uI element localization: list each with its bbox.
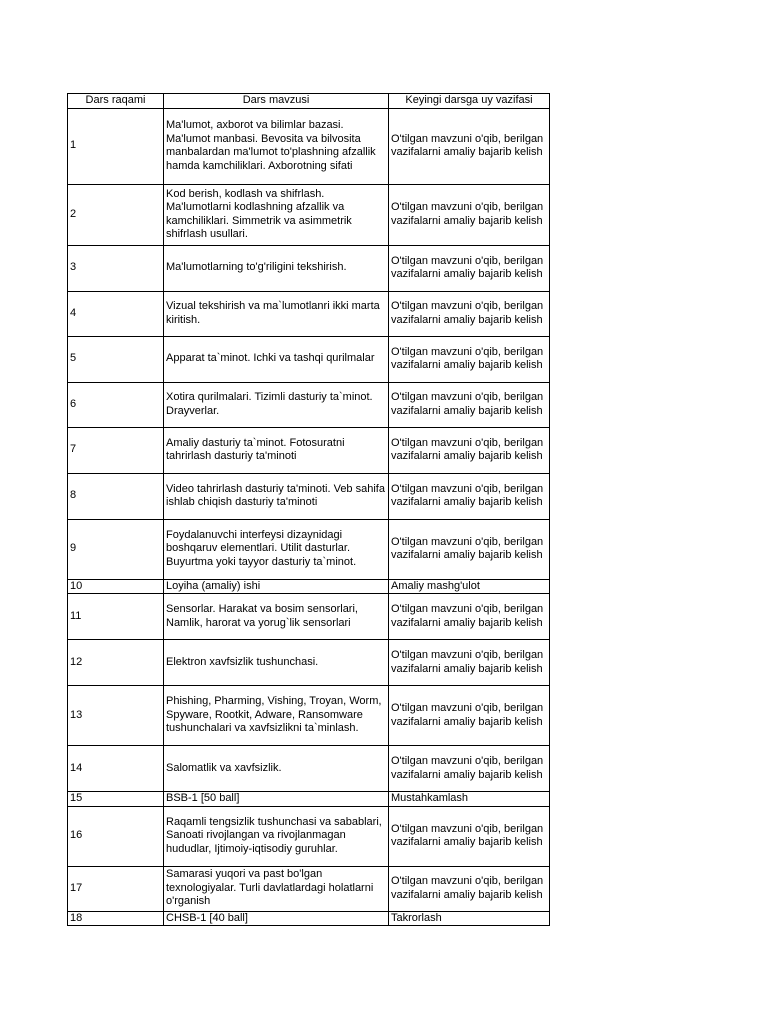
lesson-number: 9 <box>68 519 164 579</box>
lesson-number: 13 <box>68 686 164 746</box>
lesson-topic: CHSB-1 [40 ball] <box>164 911 389 926</box>
lesson-number: 6 <box>68 382 164 427</box>
table-row <box>68 473 550 519</box>
lesson-number: 16 <box>68 806 164 866</box>
lesson-number: 18 <box>68 911 164 926</box>
lesson-topic: Sensorlar. Harakat va bosim sensorlari, Namlik, harorat va yorug`lik sensorlari <box>164 594 389 640</box>
lesson-number: 2 <box>68 184 164 245</box>
table-row <box>68 579 550 594</box>
lesson-homework: O'tilgan mavzuni o'qib, berilgan vazifalarni amaliy bajarib kelish <box>389 746 550 792</box>
lesson-number: 7 <box>68 427 164 473</box>
table-row <box>68 108 550 184</box>
lesson-number: 3 <box>68 245 164 291</box>
table-row <box>68 245 550 291</box>
table-header-row <box>68 94 550 109</box>
table-row <box>68 686 550 746</box>
lesson-topic: Loyiha (amaliy) ishi <box>164 579 389 594</box>
lesson-topic: Raqamli tengsizlik tushunchasi va sabablari, Sanoati rivojlangan va rivojlanmagan hududlar, Ijtimoiy-iqtisodiy guruhlar. <box>164 806 389 866</box>
lesson-homework: O'tilgan mavzuni o'qib, berilgan vazifalarni amaliy bajarib kelish <box>389 336 550 382</box>
lesson-number: 10 <box>68 579 164 594</box>
lesson-homework: O'tilgan mavzuni o'qib, berilgan vazifalarni amaliy bajarib kelish <box>389 427 550 473</box>
header-lesson-number: Dars raqami <box>68 94 164 109</box>
lesson-topic: Video tahrirlash dasturiy ta'minoti. Veb sahifa ishlab chiqish dasturiy ta'minoti <box>164 473 389 519</box>
lesson-homework: O'tilgan mavzuni o'qib, berilgan vazifalarni amaliy bajarib kelish <box>389 519 550 579</box>
lesson-topic: Amaliy dasturiy ta`minot. Fotosuratni tahrirlash dasturiy ta'minoti <box>164 427 389 473</box>
lesson-homework: O'tilgan mavzuni o'qib, berilgan vazifalarni amaliy bajarib kelish <box>389 291 550 336</box>
lesson-number: 8 <box>68 473 164 519</box>
lesson-homework: O'tilgan mavzuni o'qib, berilgan vazifalarni amaliy bajarib kelish <box>389 245 550 291</box>
table-row <box>68 746 550 792</box>
lesson-homework: O'tilgan mavzuni o'qib, berilgan vazifalarni amaliy bajarib kelish <box>389 686 550 746</box>
lesson-topic: Apparat ta`minot. Ichki va tashqi qurilmalar <box>164 336 389 382</box>
lesson-number: 5 <box>68 336 164 382</box>
table-row <box>68 291 550 336</box>
header-lesson-topic: Dars mavzusi <box>164 94 389 109</box>
table-row <box>68 792 550 807</box>
lesson-homework: O'tilgan mavzuni o'qib, berilgan vazifalarni amaliy bajarib kelish <box>389 473 550 519</box>
table-row <box>68 382 550 427</box>
lesson-number: 11 <box>68 594 164 640</box>
header-homework: Keyingi darsga uy vazifasi <box>389 94 550 109</box>
lesson-topic: Phishing, Pharming, Vishing, Troyan, Worm, Spyware, Rootkit, Adware, Ransomware tushunchalari va xavfsizlikni ta`minlash. <box>164 686 389 746</box>
lesson-topic: Ma'lumotlarning to'g'riligini tekshirish. <box>164 245 389 291</box>
lesson-topic: Elektron xavfsizlik tushunchasi. <box>164 640 389 686</box>
lesson-number: 4 <box>68 291 164 336</box>
lesson-plan-table <box>67 93 550 926</box>
table-row <box>68 806 550 866</box>
table-row <box>68 911 550 926</box>
lesson-homework: Takrorlash <box>389 911 550 926</box>
table-row <box>68 640 550 686</box>
lesson-number: 12 <box>68 640 164 686</box>
lesson-homework: O'tilgan mavzuni o'qib, berilgan vazifalarni amaliy bajarib kelish <box>389 594 550 640</box>
lesson-topic: Xotira qurilmalari. Tizimli dasturiy ta`minot. Drayverlar. <box>164 382 389 427</box>
lesson-homework: O'tilgan mavzuni o'qib, berilgan vazifalarni amaliy bajarib kelish <box>389 866 550 911</box>
table-row <box>68 866 550 911</box>
lesson-number: 17 <box>68 866 164 911</box>
lesson-homework: O'tilgan mavzuni o'qib, berilgan vazifalarni amaliy bajarib kelish <box>389 108 550 184</box>
lesson-topic: Vizual tekshirish va ma`lumotlanri ikki marta kiritish. <box>164 291 389 336</box>
lesson-topic: Salomatlik va xavfsizlik. <box>164 746 389 792</box>
table-row <box>68 519 550 579</box>
lesson-number: 14 <box>68 746 164 792</box>
lesson-homework: Amaliy mashg'ulot <box>389 579 550 594</box>
lesson-topic: Ma'lumot, axborot va bilimlar bazasi. Ma'lumot manbasi. Bevosita va bilvosita manbalardan ma'lumot to'plashning afzallik hamda kamchiliklari. Axborotning sifati <box>164 108 389 184</box>
lesson-homework: O'tilgan mavzuni o'qib, berilgan vazifalarni amaliy bajarib kelish <box>389 640 550 686</box>
lesson-homework: O'tilgan mavzuni o'qib, berilgan vazifalarni amaliy bajarib kelish <box>389 382 550 427</box>
lesson-topic: Foydalanuvchi interfeysi dizaynidagi boshqaruv elementlari. Utilit dasturlar. Buyurtma yoki tayyor dasturiy ta`minot. <box>164 519 389 579</box>
lesson-homework: Mustahkamlash <box>389 792 550 807</box>
lesson-number: 1 <box>68 108 164 184</box>
table-row <box>68 184 550 245</box>
lesson-topic: BSB-1 [50 ball] <box>164 792 389 807</box>
table-row <box>68 594 550 640</box>
lesson-topic: Kod berish, kodlash va shifrlash. Ma'lumotlarni kodlashning afzallik va kamchiliklari. Simmetrik va asimmetrik shifrlash usullari. <box>164 184 389 245</box>
lesson-homework: O'tilgan mavzuni o'qib, berilgan vazifalarni amaliy bajarib kelish <box>389 806 550 866</box>
table-row <box>68 427 550 473</box>
lesson-topic: Samarasi yuqori va past bo'lgan texnologiyalar. Turli davlatlardagi holatlarni o'rganish <box>164 866 389 911</box>
table-row <box>68 336 550 382</box>
lesson-homework: O'tilgan mavzuni o'qib, berilgan vazifalarni amaliy bajarib kelish <box>389 184 550 245</box>
lesson-number: 15 <box>68 792 164 807</box>
